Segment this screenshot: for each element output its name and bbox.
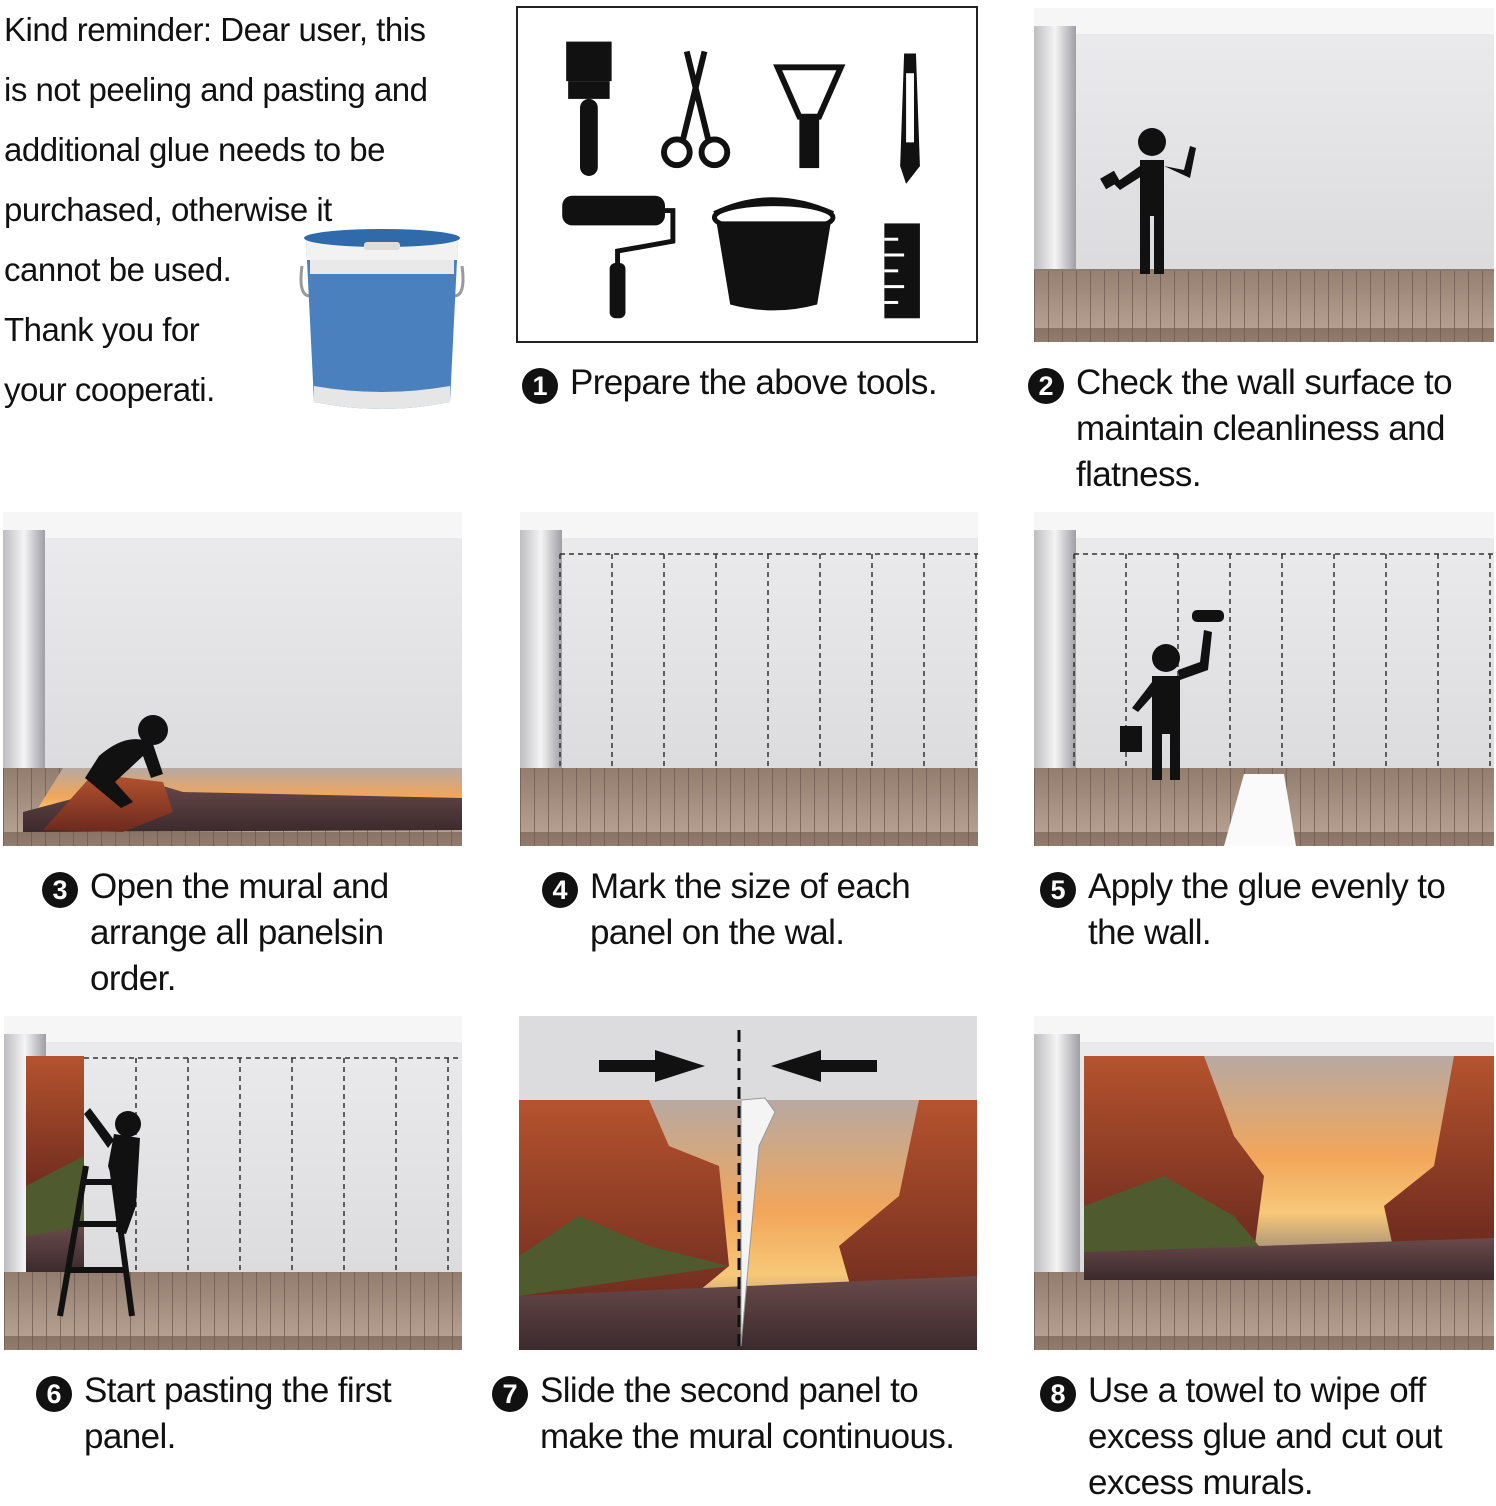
caption-line: the wall. [1088, 913, 1211, 952]
caption-line: panel. [84, 1417, 176, 1456]
step-number-badge: 4 [542, 872, 578, 908]
paint-roller-icon [562, 196, 673, 319]
caption-line: Apply the glue evenly to [1088, 867, 1446, 906]
caption-line: Prepare the above tools. [570, 363, 937, 402]
caption-line: Mark the size of each [590, 867, 911, 906]
step-3-caption [42, 864, 389, 1002]
glue-bucket-image [296, 226, 468, 412]
caption-line: excess glue and cut out [1088, 1417, 1442, 1456]
caption-line: panel on the wal. [590, 913, 845, 952]
caption-line: Slide the second panel to [540, 1371, 919, 1410]
tools-panel [516, 6, 978, 343]
reminder-line: Thank you for [4, 311, 200, 348]
step-3-image [3, 512, 462, 846]
reminder-line: purchased, otherwise it [4, 191, 332, 228]
caption-line: Open the mural and [90, 867, 389, 906]
step-number-badge: 1 [522, 368, 558, 404]
caption-line: Use a towel to wipe off [1088, 1371, 1426, 1410]
step-5-caption [1040, 864, 1445, 956]
utility-knife-icon [900, 53, 920, 183]
caption-line: Check the wall surface to [1076, 363, 1453, 402]
caption-line: make the mural continuous. [540, 1417, 955, 1456]
step-6-image [4, 1016, 462, 1350]
step-7-image [519, 1016, 977, 1350]
caption-line: arrange all panelsin [90, 913, 384, 952]
step-number-badge: 5 [1040, 872, 1076, 908]
finished-mural [1084, 1056, 1494, 1280]
caption-line: flatness. [1076, 455, 1201, 494]
step-2-caption [1028, 360, 1452, 498]
step-number-badge: 6 [36, 1376, 72, 1412]
caption-line: excess murals. [1088, 1463, 1313, 1502]
step-1-caption [522, 360, 937, 406]
reminder-line: additional glue needs to be [4, 131, 385, 168]
step-number-badge: 3 [42, 872, 78, 908]
step-number-badge: 2 [1028, 368, 1064, 404]
step-8-image [1034, 1016, 1494, 1350]
caption-line: maintain cleanliness and [1076, 409, 1445, 448]
step-2-image [1034, 8, 1494, 342]
step-4-image [520, 512, 978, 846]
ruler-icon [884, 223, 920, 318]
step-number-badge: 7 [492, 1376, 528, 1412]
step-4-caption [542, 864, 910, 956]
step-6-caption [36, 1368, 391, 1460]
bucket-icon [714, 200, 833, 311]
caption-line: Start pasting the first [84, 1371, 392, 1410]
caption-line: order. [90, 959, 176, 998]
reminder-line: is not peeling and pasting and [4, 71, 428, 108]
reminder-line: cannot be used. [4, 251, 232, 288]
step-number-badge: 8 [1040, 1376, 1076, 1412]
scraper-icon [778, 67, 841, 168]
paint-brush-icon [566, 42, 611, 176]
step-5-image [1034, 512, 1494, 846]
step-7-caption [492, 1368, 954, 1460]
step-8-caption [1040, 1368, 1442, 1506]
reminder-line: your cooperati. [4, 371, 215, 408]
scissors-icon [664, 51, 727, 165]
reminder-line: Kind reminder: Dear user, this [4, 11, 426, 48]
